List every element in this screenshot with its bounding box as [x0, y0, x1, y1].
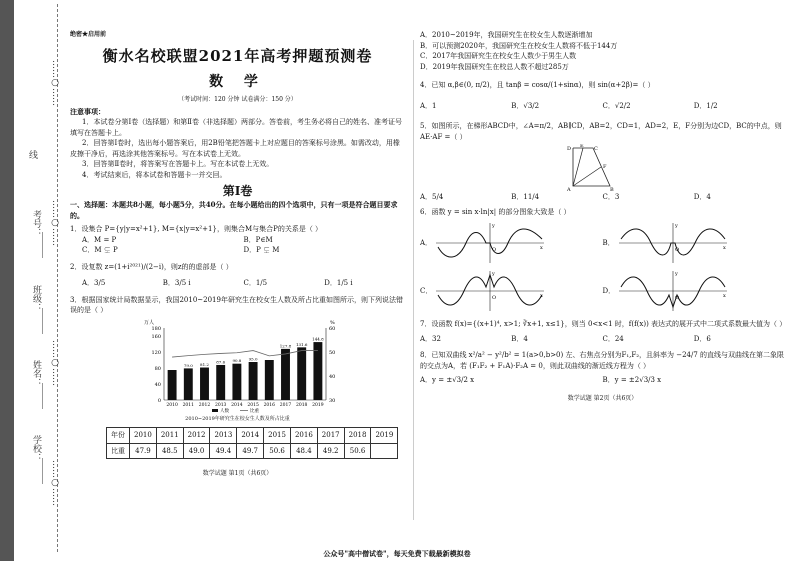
graph-a: [436, 221, 546, 265]
seal-mark: ……○……: [50, 60, 60, 106]
question-6-stem: 6．函数 y = sin x·ln|x| 的部分图象大致是（ ）: [420, 207, 571, 216]
x-tick-label: 2013: [214, 402, 227, 408]
option[interactable]: B．√3/2: [511, 101, 540, 110]
table-cell: 2011: [156, 428, 183, 444]
bar-value-label: 95.0: [248, 356, 258, 361]
seal-mark: ……○……: [50, 340, 60, 386]
option-label: B．: [602, 238, 615, 247]
bottom-banner: 公众号"高中僧试卷"，每天免费下载最新模拟卷: [323, 549, 471, 558]
y-tick-label: 160: [151, 333, 161, 340]
y-tick-label: 80: [154, 365, 161, 372]
exam-meta: （考试时间：120 分钟 试卷满分：150 分）: [178, 95, 297, 103]
y-tick-label: 0: [157, 397, 161, 404]
x-tick-label: 2018: [295, 402, 308, 408]
graph-option-b[interactable]: [603, 221, 786, 265]
option[interactable]: C．1/5: [243, 279, 268, 287]
option[interactable]: D．1/2: [693, 101, 718, 110]
question-3-stem: 3．根据国家统计局数据显示，我国2010~2019年研究生在校女生人数及所占比重如图所示，则下列说法错误的是（ ）: [70, 295, 403, 314]
vertex-label: E: [580, 144, 584, 149]
y-unit-left: 万人: [144, 319, 155, 326]
bar-value-label: 131.6: [295, 341, 308, 347]
vertex-label: A: [567, 187, 571, 192]
axis-label: y: [674, 223, 678, 229]
axis-label: x: [540, 293, 543, 299]
line-char: 线: [27, 150, 37, 159]
option[interactable]: A．3/5: [82, 279, 106, 287]
option-label: A．: [420, 238, 433, 247]
question-2-options: [70, 278, 405, 289]
option[interactable]: A．M = P: [82, 235, 117, 244]
question-8-stem: 8．已知双曲线 x²/a² − y²/b² = 1(a>0,b>0) 左、右焦点分别为F₁,F₂，且斜率为 −24/7 的直线与双曲线在第二象限的交点为A，若 (F₁F₂ + F₁A)·F₂A = 0，则此双曲线的渐近线方程为（ ）: [420, 351, 785, 370]
binding-strip: [0, 0, 14, 561]
question-8-options: [420, 375, 785, 386]
option[interactable]: B．P∈M: [243, 235, 273, 244]
ratio-line: [172, 350, 318, 356]
axis-label: x: [722, 293, 726, 299]
table-cell: 49.0: [183, 443, 210, 459]
table-cell: 2012: [183, 428, 210, 444]
vertex-label: B: [610, 187, 614, 192]
section-title: 第Ⅰ卷: [222, 184, 253, 198]
class-blank[interactable]: [42, 308, 43, 334]
graph-b: [619, 221, 729, 265]
question-5-options: [420, 192, 785, 203]
graph-c: [436, 269, 546, 313]
page-footer-2: 数学试题 第2页（共6页）: [567, 394, 638, 402]
y-tick-label-right: 50: [329, 349, 336, 356]
bar-value-label: 81.2: [200, 361, 209, 367]
exam-no-label: 考号：: [31, 210, 41, 237]
graph-option-a[interactable]: [420, 221, 603, 265]
table-cell: 2017: [317, 428, 344, 444]
table-cell: 比重: [107, 443, 130, 459]
y-tick-label: 180: [151, 325, 161, 332]
name-label: 姓名：: [31, 360, 41, 387]
table-cell: 2013: [210, 428, 237, 444]
note-item: 2．回答第Ⅰ卷时，选出每小题答案后，用2B铅笔把答题卡上对应题目的答案标号涂黑。如需改动，用橡皮擦干净后，再选涂其他答案标号。写在本试卷上无效。: [70, 139, 400, 158]
section-instructions: 一、选择题：本题共8小题，每小题5分，共40分。在每小题给出的四个选项中，只有一项是符合题目要求的。: [70, 200, 398, 220]
axis-label: y: [492, 223, 495, 229]
bar: [297, 347, 306, 400]
question-7-options: [420, 334, 785, 345]
legend-label: 比重: [250, 408, 259, 414]
table-cell: 2018: [344, 428, 371, 444]
seal-mark: ……○……: [50, 200, 60, 246]
seal-mark: ……○……: [50, 460, 60, 506]
table-cell: 47.9: [130, 443, 157, 459]
table-cell: 49.4: [210, 443, 237, 459]
option[interactable]: D．4: [693, 193, 711, 201]
option[interactable]: A．32: [420, 334, 441, 343]
question-1-stem: 1．设集合 P={y|y=x²+1}, M={x|y=x²+1}，则集合M与集合P的关系是（ ）: [70, 225, 323, 233]
vertex-label: F: [603, 164, 607, 170]
axis-label: O: [492, 295, 497, 301]
x-tick-label: 2017: [279, 402, 292, 408]
y-unit-right: %: [330, 319, 335, 326]
option[interactable]: B．y = ±2√3/3 x: [602, 376, 662, 384]
option[interactable]: B．3/5 i: [162, 279, 191, 287]
question-4-options: [420, 101, 785, 112]
table-cell: 2016: [290, 428, 317, 444]
table-row: [107, 443, 398, 459]
question-7-stem: 7．设函数 f(x)={(x+1)⁴, x>1; ∛x+1, x≤1}，则当 0<x<1 时，f(f(x)) 表达式的展开式中二项式系数最大值为（ ）: [420, 320, 787, 328]
option-label: C．: [420, 286, 433, 295]
table-cell: 2010: [130, 428, 157, 444]
name-blank[interactable]: [42, 383, 43, 409]
option[interactable]: B．11/4: [511, 193, 540, 201]
table-cell: 50.6: [344, 443, 371, 459]
option-label: D．: [602, 286, 616, 295]
option[interactable]: C．3: [602, 193, 620, 201]
vertex-label: D: [567, 146, 572, 152]
x-tick-label: 2015: [247, 402, 259, 408]
option[interactable]: A．2010~2019年，我国研究生在校女生人数逐渐增加: [420, 31, 593, 39]
legend-label: 人数: [220, 408, 229, 414]
note-item: 4．考试结束后，将本试卷和答题卡一并交回。: [82, 170, 227, 179]
axis-label: O: [674, 247, 679, 253]
exam-no-blank[interactable]: [42, 232, 43, 258]
table-cell: 年份: [107, 428, 130, 444]
y-tick-label-right: 60: [329, 325, 336, 332]
x-tick-label: 2019: [312, 402, 324, 408]
table-row: [107, 428, 398, 444]
graph-d: [619, 269, 729, 313]
bar: [265, 360, 274, 400]
bar-chart: [140, 316, 350, 416]
x-tick-label: 2011: [182, 402, 195, 408]
bar: [184, 368, 193, 400]
table-cell: 2014: [237, 428, 264, 444]
question-5-stem: 5．如图所示，在梯形ABCD中，∠A=π/2，AB∥CD，AB=2，CD=1，AD=2，E，F分别为边CD，BC的中点，则 AE·AF =（ ）: [420, 122, 782, 141]
question-4-stem: 4．已知 α,β∈(0, π/2)，且 tanβ = cosα/(1+sinα)，则 sin(α+2β)=（ ）: [420, 81, 655, 89]
option[interactable]: C．2017年我国研究生在校女生人数少于男生人数: [420, 52, 577, 60]
bar: [281, 348, 290, 399]
note-item: 1．本试卷分第Ⅰ卷（选择题）和第Ⅱ卷（非选择题）两部分。答卷前，考生务必将自己的姓名、准考证号填写在答题卡上。: [70, 118, 402, 137]
table-cell: [371, 443, 398, 459]
table-cell: 2019: [371, 428, 398, 444]
y-tick-label: 120: [151, 349, 161, 356]
option[interactable]: D．1/5 i: [324, 279, 353, 287]
option[interactable]: C．24: [602, 334, 624, 343]
question-1-options-ab: [70, 235, 405, 246]
table-cell: 2015: [264, 428, 291, 444]
option[interactable]: D．6: [693, 334, 711, 343]
table-cell: 49.7: [237, 443, 264, 459]
x-tick-label: 2014: [231, 402, 243, 408]
option[interactable]: A．5/4: [420, 193, 444, 201]
vertex-label: C: [594, 146, 598, 152]
bar: [232, 363, 241, 399]
axis-label: y: [492, 271, 495, 277]
table-cell: 49.2: [317, 443, 344, 459]
axis-label: x: [540, 245, 543, 251]
table-cell: 50.6: [264, 443, 291, 459]
ratio-table: [106, 427, 398, 459]
axis-label: O: [492, 247, 497, 253]
trapezoid-figure: [565, 144, 625, 192]
bar-value-label: 79.0: [183, 362, 193, 368]
bar: [216, 364, 225, 399]
option[interactable]: A．y = ±√3/2 x: [420, 376, 475, 384]
secret-mark: 绝密★启用前: [70, 31, 107, 38]
bar: [168, 370, 177, 400]
option[interactable]: B．4: [511, 334, 528, 343]
exam-title: 衡水名校联盟2021年高考押题预测卷: [102, 47, 373, 65]
chart-title: 2010~2019年研究生在校女生人数及所占比重: [185, 415, 290, 422]
axis-label: y: [674, 271, 678, 277]
option[interactable]: C．√2/2: [602, 101, 631, 110]
bar: [200, 367, 209, 399]
page-column-2: [420, 30, 785, 550]
bar-value-label: 90.8: [232, 357, 242, 363]
option[interactable]: D．P ⊊ M: [243, 246, 280, 254]
x-tick-label: 2010: [166, 402, 178, 408]
bar: [249, 362, 258, 400]
class-label: 班级：: [31, 285, 41, 312]
table-cell: 48.5: [156, 443, 183, 459]
bar-value-label: 87.6: [216, 358, 226, 364]
x-tick-label: 2012: [198, 402, 211, 408]
x-tick-label: 2016: [263, 402, 276, 408]
school-blank[interactable]: [42, 458, 43, 484]
exam-subject: 数 学: [209, 73, 266, 90]
question-6-graphs: [420, 221, 785, 313]
school-label: 学校：: [31, 435, 41, 462]
notes-title: 注意事项：: [70, 106, 105, 116]
table-cell: 48.4: [290, 443, 317, 459]
binding-margin: [0, 0, 62, 561]
graph-option-c[interactable]: [420, 269, 603, 313]
question-1-options-cd: [70, 245, 405, 256]
column-divider: [413, 40, 414, 520]
axis-label: x: [722, 245, 726, 251]
y-tick-label: 40: [154, 381, 161, 388]
graph-option-d[interactable]: [603, 269, 786, 313]
y-tick-label-right: 40: [329, 373, 336, 380]
bar-value-label: 127.8: [279, 342, 292, 348]
option[interactable]: B．可以预测2020年，我国研究生在校女生人数将不低于144万: [420, 41, 618, 50]
option[interactable]: D．2019年我国研究生在校总人数不超过285万: [420, 62, 569, 71]
note-item: 3．回答第Ⅱ卷时，将答案写在答题卡上。写在本试卷上无效。: [82, 160, 274, 168]
question-2-stem: 2．设复数 z=(1+i²⁰²¹)/(2−i)，则z的的虚部是（ ）: [70, 262, 233, 271]
page-column-1: [70, 30, 405, 550]
option[interactable]: C．M ⊊ P: [82, 246, 118, 254]
y-tick-label-right: 30: [329, 397, 336, 404]
option[interactable]: A．1: [420, 101, 437, 110]
page-footer-1: 数学试题 第1页（共6页）: [202, 470, 273, 477]
legend-swatch-bars: [212, 409, 218, 412]
axis-label: O: [674, 295, 679, 301]
bar-value-label: 144.8: [312, 336, 324, 342]
